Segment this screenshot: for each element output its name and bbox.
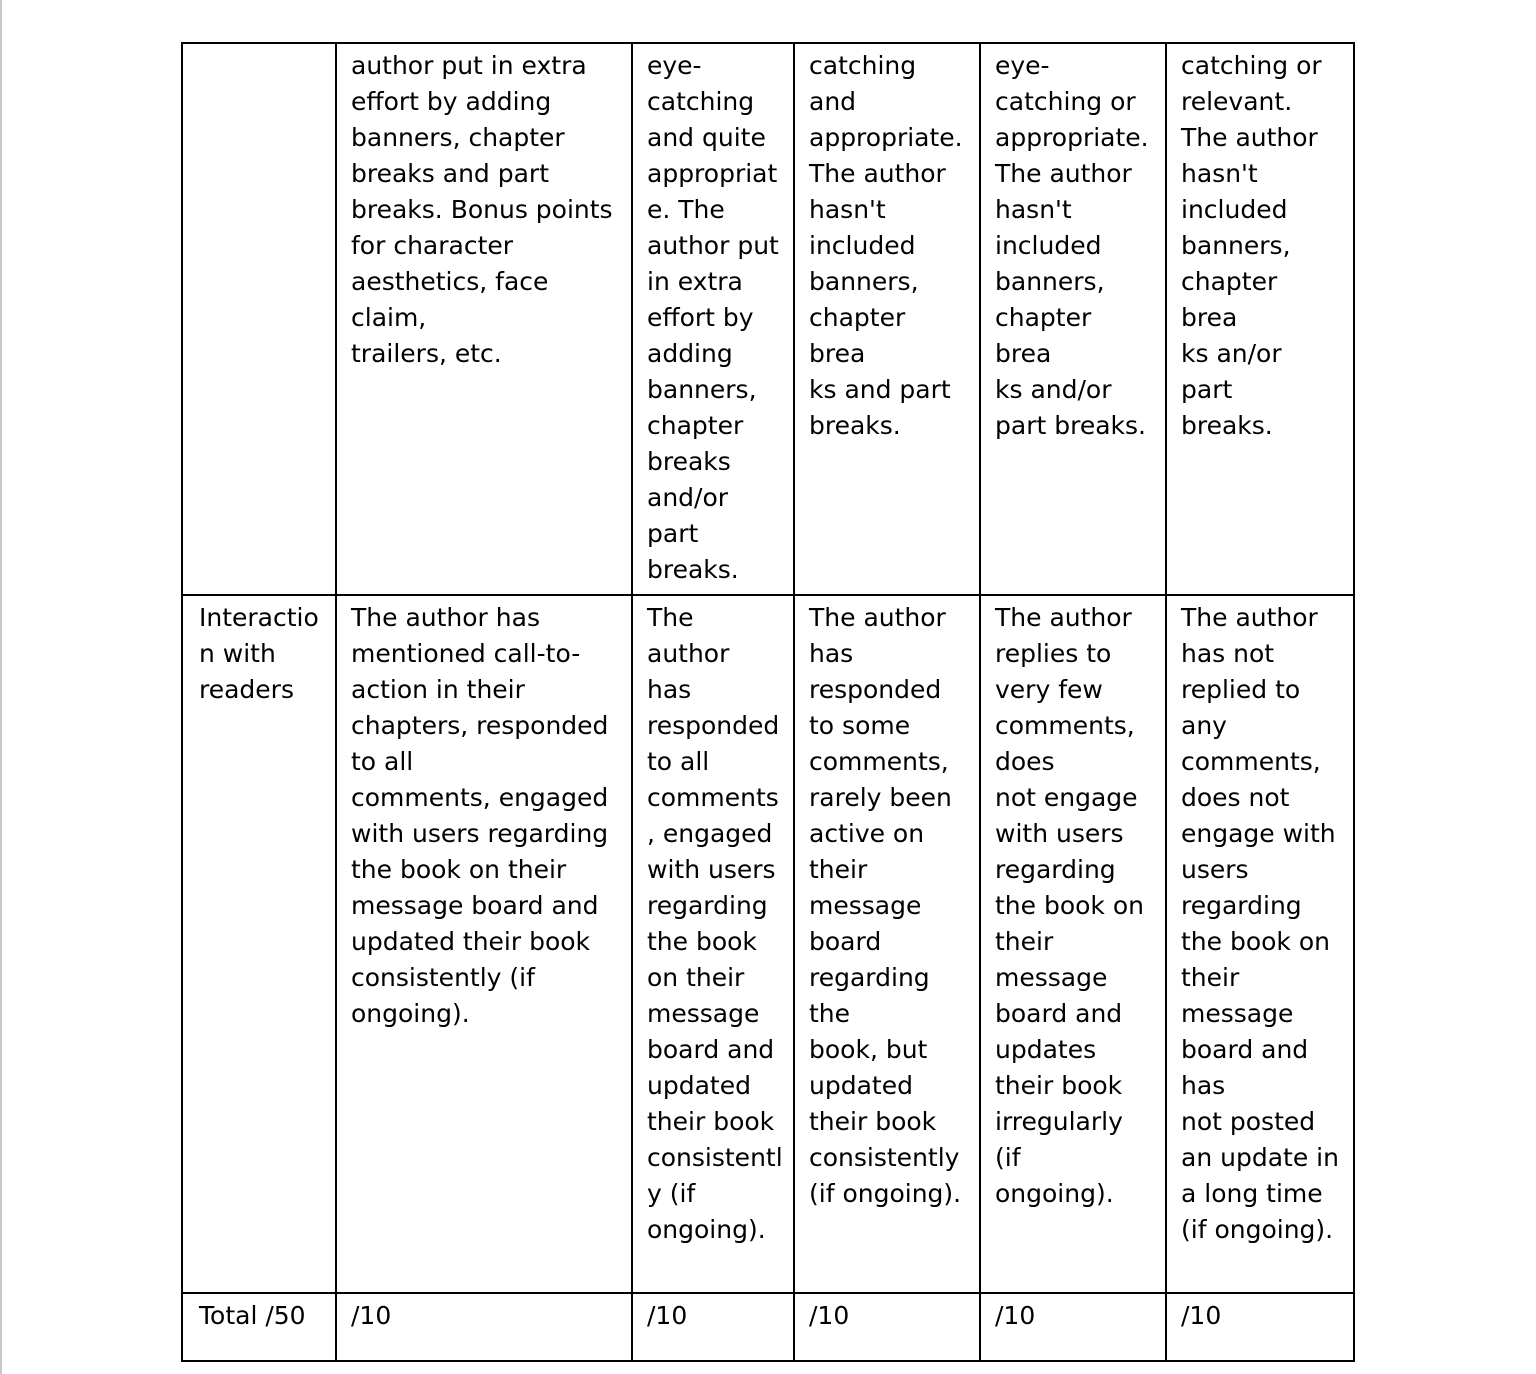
- table-cell: The author replies to very few comments, does not engage with users regarding the book on their message board and updates their book irregularly (if ongoing).: [980, 595, 1166, 1293]
- table-row: [182, 595, 1354, 1293]
- table-cell: eye- catching and quite appropriat e. The author put in extra effort by adding banners, chapter breaks and/or part breaks.: [632, 43, 794, 595]
- row-label: [182, 43, 336, 595]
- table-row: [182, 1293, 1354, 1361]
- table-cell: The author has mentioned call-to- action in their chapters, responded to all comments, engaged with users regarding the book on their message board and updated their book consistently (if ongoing).: [336, 595, 632, 1293]
- table-cell: The author has not replied to any comments, does not engage with users regarding the book on their message board and has not posted an update in a long time (if ongoing).: [1166, 595, 1354, 1293]
- row-label: Total /50: [182, 1293, 336, 1361]
- table-cell: /10: [980, 1293, 1166, 1361]
- table-cell: catching or relevant. The author hasn't included banners, chapter brea ks an/or part breaks.: [1166, 43, 1354, 595]
- table-cell: catching and appropriate. The author hasn't included banners, chapter brea ks and part breaks.: [794, 43, 980, 595]
- table-row: [182, 43, 1354, 595]
- rubric-table: [181, 42, 1355, 1362]
- table-cell: The author has responded to some comments, rarely been active on their message board regarding the book, but updated their book consistently (if ongoing).: [794, 595, 980, 1293]
- table-cell: author put in extra effort by adding banners, chapter breaks and part breaks. Bonus points for character aesthetics, face claim, trailers, etc.: [336, 43, 632, 595]
- table-cell: /10: [632, 1293, 794, 1361]
- table-cell: /10: [794, 1293, 980, 1361]
- table-cell: The author has responded to all comments , engaged with users regarding the book on their message board and updated their book consistentl y (if ongoing).: [632, 595, 794, 1293]
- table-cell: eye- catching or appropriate. The author hasn't included banners, chapter brea ks and/or part breaks.: [980, 43, 1166, 595]
- table-cell: /10: [1166, 1293, 1354, 1361]
- page-edge: [0, 0, 2, 1374]
- row-label: Interactio n with readers: [182, 595, 336, 1293]
- table-cell: /10: [336, 1293, 632, 1361]
